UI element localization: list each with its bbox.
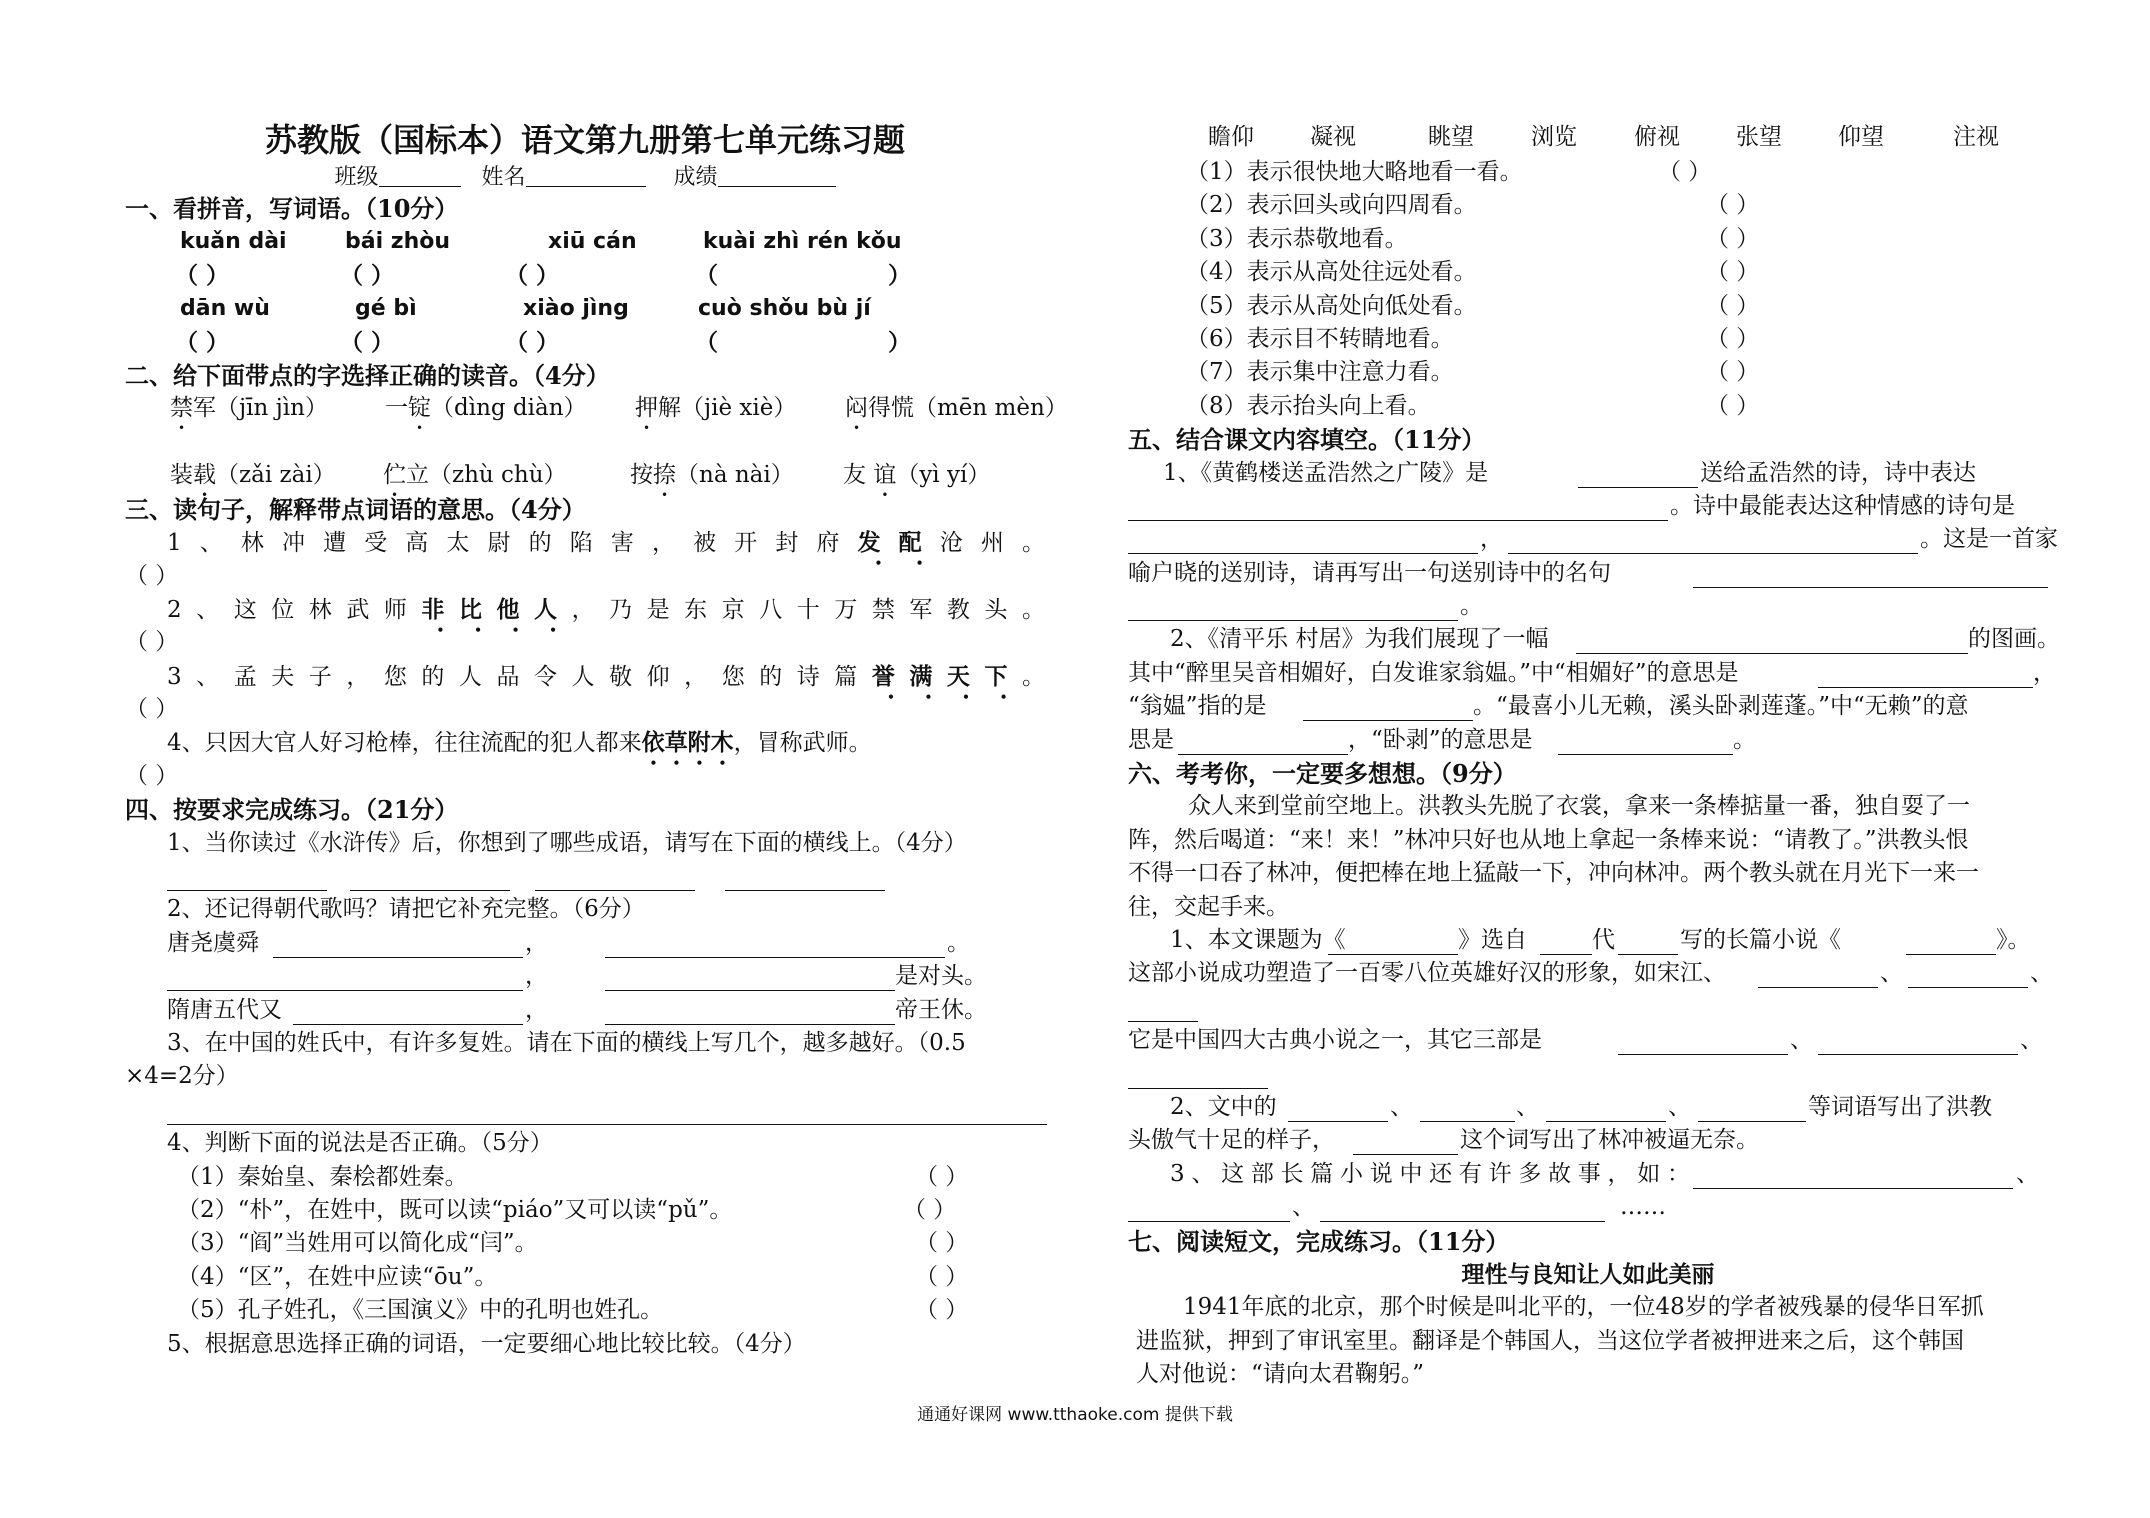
sentence-4: 4、只因大官人好习枪棒，往往流配的犯人都来依草附木，冒称武师。 <box>167 729 872 757</box>
choice-item: （2）表示回头或向四周看。 （ ） <box>1186 192 1760 219</box>
sentence-1: 1、林冲遭受高太尉的陷害，被开封府发配沧州。 <box>167 529 1046 557</box>
s6-line: 这部小说成功塑造了一百零八位英雄好汉的形象，如宋江、 、 、 <box>1128 960 2053 987</box>
sentence-3: 3、孟夫子，您的人品令人敬仰，您的诗篇誉满天下。 <box>167 662 1045 690</box>
choice-item: （6）表示目不转睛地看。 （ ） <box>1186 325 1760 352</box>
section-7-heading: 七、阅读短文，完成练习。（11分） <box>1128 1226 1510 1256</box>
word-choices: 瞻仰 凝视 眺望 浏览 俯视 张望 仰望 注视 <box>1208 124 1999 150</box>
dynasty-line-3: 隋唐五代又 ， 帝王休。 <box>167 996 987 1023</box>
surname-blank <box>125 1094 1045 1127</box>
s6-line <box>1128 1058 2048 1091</box>
page-title: 苏教版（国标本）语文第九册第七单元练习题 <box>264 121 905 159</box>
pinyin-row-2 <box>125 292 1045 325</box>
question-4-3: 3、在中国的姓氏中，有许多复姓。请在下面的横线上写几个，越多越好。（0.5 <box>167 1029 966 1056</box>
pinyin: xiū cán <box>548 229 637 255</box>
dynasty-line-2: ， 是对头。 <box>125 960 1045 993</box>
pinyin: kuǎn dài <box>180 229 287 255</box>
s6-line <box>1128 991 2048 1024</box>
s5-line: 1、《黄鹤楼送孟浩然之广陵》是 送给孟浩然的诗，诗中表达 <box>1163 459 1976 486</box>
section-4-heading: 四、按要求完成练习。（21分） <box>125 795 459 825</box>
pinyin: gé bì <box>355 296 417 322</box>
right-column <box>1128 118 2060 1391</box>
s6-q2: 2、文中的 、 、 、 等词语写出了洪教 <box>1170 1093 1992 1120</box>
s6-line: 、 …… <box>1128 1191 2048 1224</box>
choice-item: （8）表示抬头向上看。 （ ） <box>1186 392 1760 419</box>
s5-line: ， 。这是一首家 <box>1128 523 2048 556</box>
answer-row-1: （ ） （ ） （ ） （ ） <box>175 261 911 289</box>
s5-line: “翁媪”指的是 。“最喜小儿无赖，溪头卧剥莲蓬。”中“无赖”的意 <box>1128 693 1969 720</box>
question-4-2: 2、还记得朝代歌吗？请把它补充完整。（6分） <box>167 896 645 923</box>
question-4-4: 4、判断下面的说法是否正确。（5分） <box>167 1130 553 1157</box>
pinyin: cuò shǒu bù jí <box>698 296 871 322</box>
pinyin: kuài zhì rén kǒu <box>703 229 902 255</box>
article-title: 理性与良知让人如此美丽 <box>1461 1260 1715 1288</box>
judge-item: （3）“阎”当姓用可以简化成“闫”。 （ ） <box>177 1230 969 1257</box>
idiom-blanks <box>125 860 1045 893</box>
left-column: 苏教版（国标本）语文第九册第七单元练习题 班级 姓名 成绩 一、看拼音，写词语。（10分） kuǎn dài bái zhòu xiū cán kuài zhì rén kǒu （ ） （ ） （ ） （ ） dān wù gé bì xiào jìng cuò shǒu bù jí （ ） （ ） （ ） （ ） 二、给下面带点的字选择正确的读音。（4分） 禁军（jīn jìn） 一锭（dìng diàn） 押解（jiè xiè） 闷得慌（mēn mèn） 装载（zǎi zài） 伫立（zhù chù） 按捺（nà nài） 友 谊（yì yí） 三、读句子，解释带点词语的意思。（4分） 1、林冲遭受高太尉的陷害，被开封府发配沧州。 （ ） 2、这位林武师非比他人，乃是东京八十万禁军教头。 （ ） 3、孟夫子，您的人品令人敬仰，您的诗篇誉满天下。 （ ） 4、只因大官人好习枪棒，往往流配的犯人都来依草附木，冒称武师。 （ ） 四、按要求完成练习。（21分） 1、当你读过《水浒传》后，你想到了哪些成语，请写在下面的横线上。（4分） 2、还记得朝代歌吗？请把它补充完整。（6分） 唐尧虞舜 ， 。 ， 是对头。 隋唐五代又 ， 帝王休。 3、在中国的姓氏中，有许多复姓。请在下面的横线上写几个，越多越好。（0.5 ×4=2分） 4、判断下面的说法是否正确。（5分） （1）秦始皇、秦桧都姓秦。 （ ） （2）“朴”，在姓中，既可以读“piáo”又可以读“pǔ”。 （ ） （3）“阎”当姓用可以简化成“闫”。 （ ） （4）“区”，在姓中应读“ōu”。 （ ） （5）孔子姓孔，《三国演义》中的孔明也姓孔。 （ ） 5、根据意思选择正确的词语，一定要细心地比较比较。（4分） <box>125 118 1045 1361</box>
s5-line: 思是 ，“卧剥”的意思是 。 <box>1128 726 1756 753</box>
pinyin-row-1 <box>125 225 1045 258</box>
s5-line: 其中“醉里吴音相媚好，白发谁家翁媪。”中“相媚好”的意思是 ， <box>1128 659 2056 686</box>
reading-row-2: 装载（zǎi zài） 伫立（zhù chù） 按捺（nà nài） 友 谊（yì yí） <box>170 462 991 489</box>
s5-line: 。 <box>1128 590 2048 623</box>
passage-line: 往，交起手来。 <box>1128 893 1289 920</box>
dynasty-line-1: 唐尧虞舜 ， 。 <box>167 929 970 956</box>
judge-item: （4）“区”，在姓中应读“ōu”。 （ ） <box>177 1263 969 1290</box>
choice-item: （5）表示从高处向低处看。 （ ） <box>1186 292 1760 319</box>
s6-q1: 1、本文课题为《 》选自 代 写的长篇小说《 》。 <box>1170 926 2031 953</box>
footer-source: 通通好课网 www.tthaoke.com 提供下载 <box>917 1405 1233 1425</box>
question-4-1: 1、当你读过《水浒传》后，你想到了哪些成语，请写在下面的横线上。（4分） <box>167 829 967 856</box>
student-info: 班级 姓名 成绩 <box>125 162 1045 192</box>
answer-row-2: （ ） （ ） （ ） （ ） <box>175 328 911 356</box>
choice-item: （3）表示恭敬地看。 （ ） <box>1186 225 1760 252</box>
section-5-heading: 五、结合课文内容填空。（11分） <box>1128 425 1486 455</box>
article-line: 进监狱，押到了审讯室里。翻译是个韩国人，当这位学者被押进来之后，这个韩国 <box>1136 1327 1964 1354</box>
section-6-heading: 六、考考你，一定要多想想。（9分） <box>1128 759 1517 789</box>
pinyin: xiào jìng <box>523 296 629 322</box>
pinyin: bái zhòu <box>345 229 451 255</box>
article-line: 人对他说：“请向太君鞠躬。” <box>1136 1361 1425 1388</box>
passage-line: 不得一口吞了林冲，便把棒在地上猛敲一下，冲向林冲。两个教头就在月光下一来一 <box>1128 860 1979 887</box>
s6-line: 它是中国四大古典小说之一，其它三部是 、 、 <box>1128 1027 2043 1054</box>
section-3-heading: 三、读句子，解释带点词语的意思。（4分） <box>125 494 586 524</box>
judge-item: （2）“朴”，在姓中，既可以读“piáo”又可以读“pǔ”。 （ ） <box>177 1196 957 1223</box>
choice-item: （4）表示从高处往远处看。 （ ） <box>1186 259 1760 286</box>
sentence-2: 2、这位林武师非比他人，乃是东京八十万禁军教头。 <box>167 595 1046 623</box>
s5-line: 2、《清平乐 村居》为我们展现了一幅 的图画。 <box>1170 626 2060 653</box>
s5-line: 。诗中最能表达这种情感的诗句是 <box>1128 490 2048 523</box>
passage-line: 众人来到堂前空地上。洪教头先脱了衣裳，拿来一条棒掂量一番，独自耍了一 <box>1188 793 1970 820</box>
judge-item: （5）孔子姓孔，《三国演义》中的孔明也姓孔。 （ ） <box>177 1297 969 1324</box>
s6-q3: 3、这部长篇小说中还有许多故事，如： 、 <box>1170 1160 2039 1187</box>
judge-item: （1）秦始皇、秦桧都姓秦。 （ ） <box>177 1163 969 1190</box>
passage-line: 阵，然后喝道：“来！来！”林冲只好也从地上拿起一条棒来说：“请教了。”洪教头恨 <box>1128 826 1969 853</box>
s6-line: 头傲气十足的样子， 这个词写出了林冲被逼无奈。 <box>1128 1127 1759 1154</box>
section-1-heading: 一、看拼音，写词语。（10分） <box>125 194 459 223</box>
choice-item: （1）表示很快地大略地看一看。 （ ） <box>1186 159 1712 185</box>
pinyin: dān wù <box>180 296 270 322</box>
section-2-heading: 二、给下面带点的字选择正确的读音。（4分） <box>125 360 610 390</box>
question-4-5: 5、根据意思选择正确的词语，一定要细心地比较比较。（4分） <box>167 1330 806 1357</box>
s5-line: 喻户晓的送别诗，请再写出一句送别诗中的名句 <box>1128 557 2048 590</box>
reading-row-1: 禁军（jīn jìn） 一锭（dìng diàn） 押解（jiè xiè） 闷得慌（mēn mèn） <box>170 395 1068 422</box>
choice-item: （7）表示集中注意力看。 （ ） <box>1186 359 1760 386</box>
article-line: 1941年底的北京，那个时候是叫北平的，一位48岁的学者被残暴的侵华日军抓 <box>1183 1294 1984 1321</box>
